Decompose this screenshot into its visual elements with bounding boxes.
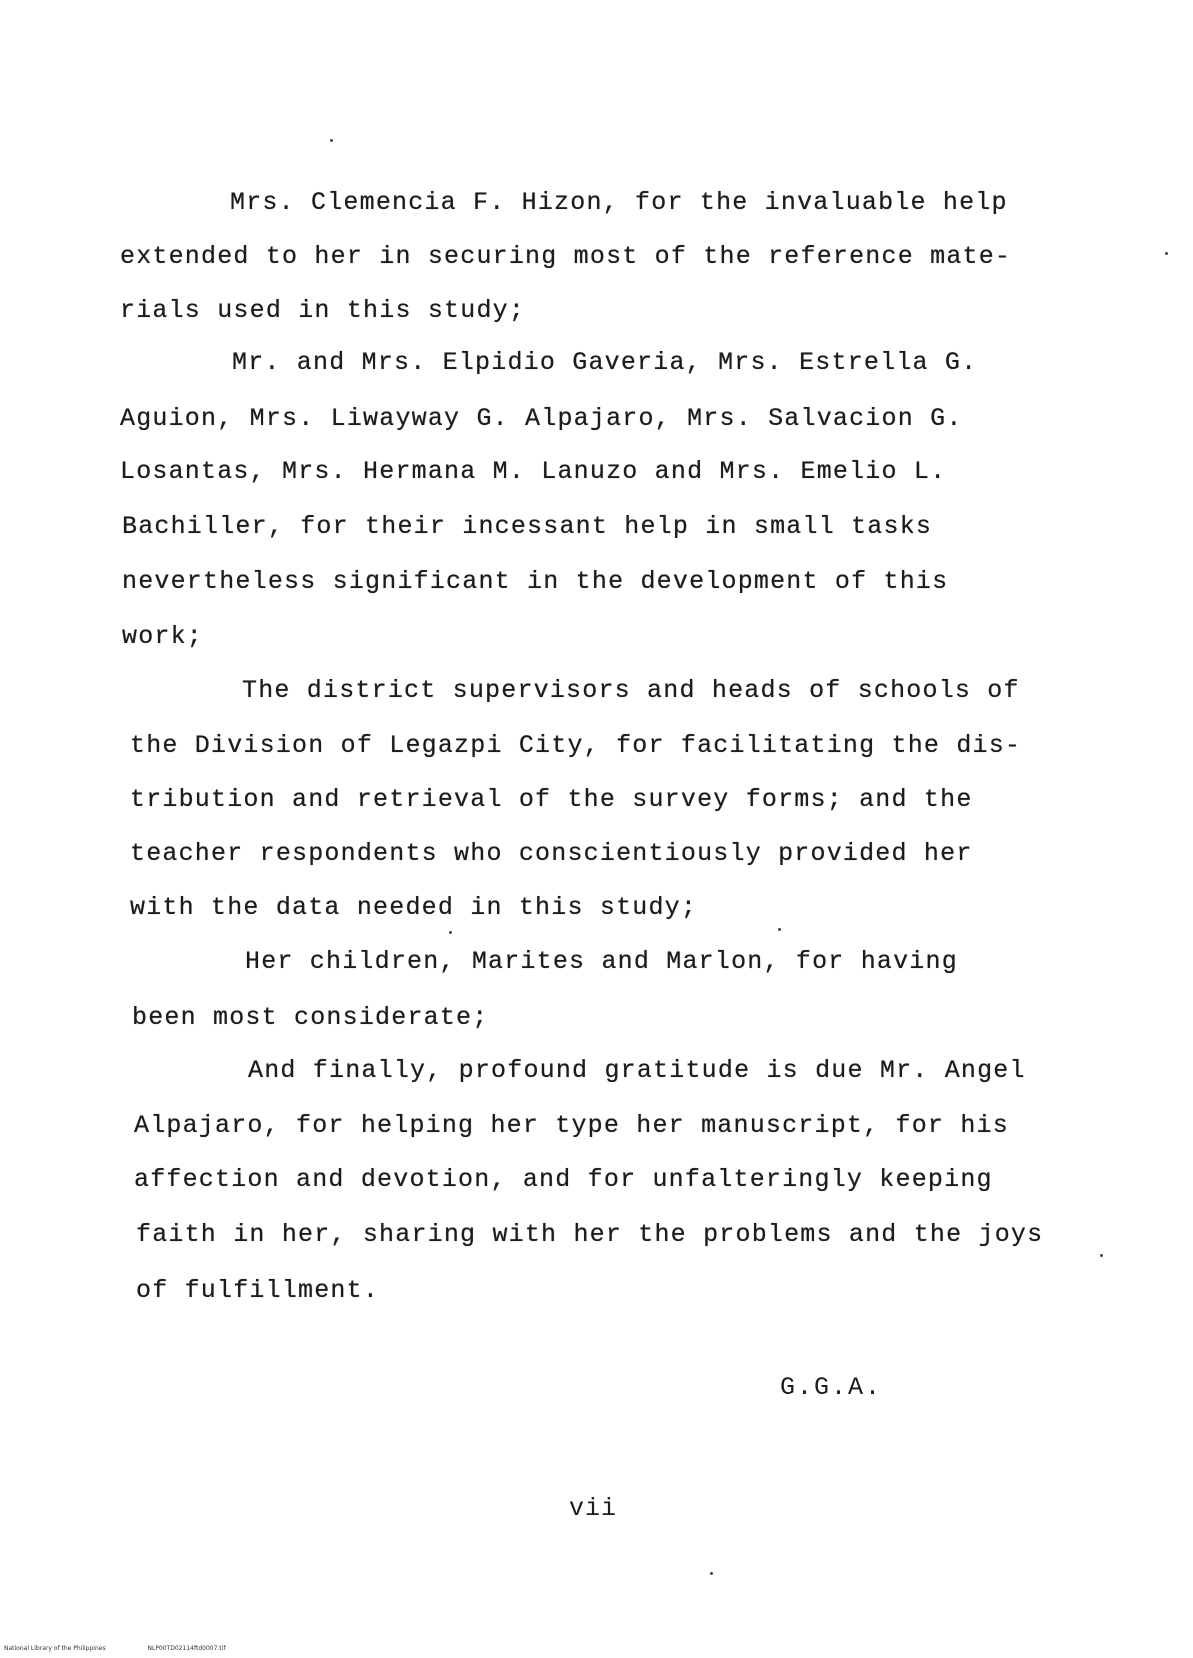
scan-speck	[1165, 252, 1168, 255]
scan-speck	[1100, 1254, 1103, 1257]
scan-speck	[778, 928, 781, 931]
text-line: rials used in this study;	[120, 296, 526, 325]
text-line: Her children, Marites and Marlon, for having	[245, 947, 958, 976]
text-line: tribution and retrieval of the survey forms; and the	[130, 785, 973, 814]
text-line: Mrs. Clemencia F. Hizon, for the invaluable help	[230, 188, 1008, 217]
text-line: Mr. and Mrs. Elpidio Gaveria, Mrs. Estrella G.	[232, 348, 978, 377]
text-line: the Division of Legazpi City, for facilitating the dis-	[130, 731, 1022, 760]
text-line: with the data needed in this study;	[130, 893, 698, 922]
text-line: Alpajaro, for helping her type her manuscript, for his	[134, 1111, 1009, 1140]
footer-library: National Library of the Philippines	[4, 1645, 106, 1652]
text-line: And finally, profound gratitude is due Mr. Angel	[248, 1056, 1026, 1085]
text-line: faith in her, sharing with her the problems and the joys	[136, 1220, 1044, 1249]
text-line: been most considerate;	[132, 1003, 489, 1032]
text-line: Aguion, Mrs. Liwayway G. Alpajaro, Mrs. Salvacion G.	[120, 404, 963, 433]
signature-initials: G.G.A.	[780, 1373, 883, 1402]
text-line: teacher respondents who conscientiously provided her	[130, 839, 973, 868]
text-line: work;	[122, 622, 204, 651]
page-number: vii	[569, 1494, 618, 1523]
text-line: extended to her in securing most of the reference mate-	[120, 242, 1012, 271]
text-line: Losantas, Mrs. Hermana M. Lanuzo and Mrs. Emelio L.	[120, 457, 947, 486]
text-line: of fulfillment.	[136, 1276, 380, 1305]
scan-footer	[4, 1645, 265, 1652]
text-line: Bachiller, for their incessant help in small tasks	[122, 512, 933, 541]
scan-speck	[710, 1572, 713, 1575]
text-line: The district supervisors and heads of schools of	[242, 676, 1020, 705]
text-line: affection and devotion, and for unfalteringly keeping	[134, 1165, 993, 1194]
text-line: nevertheless significant in the development of this	[122, 567, 949, 596]
footer-file: NLP00TD02114ftd0007.tif	[147, 1645, 226, 1652]
scan-speck	[449, 931, 452, 934]
scan-speck	[330, 139, 333, 142]
